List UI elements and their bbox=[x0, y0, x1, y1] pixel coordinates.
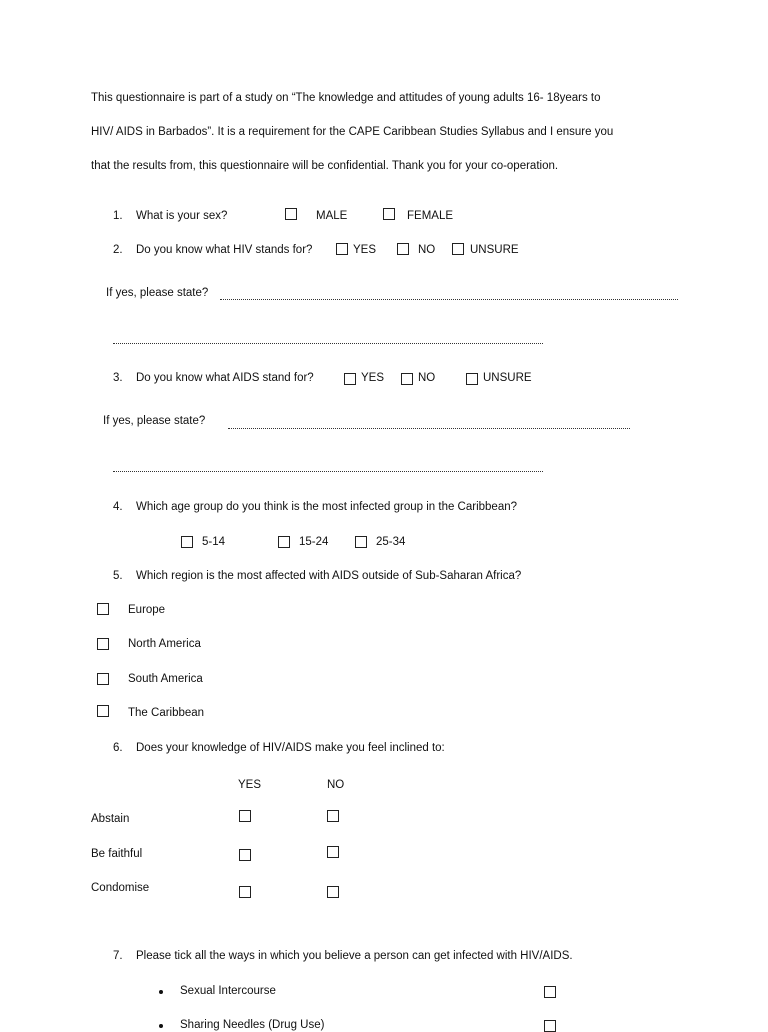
q2-unsure-label: UNSURE bbox=[470, 244, 519, 256]
q2-number: 2. bbox=[113, 244, 123, 256]
q1-female-label: FEMALE bbox=[407, 210, 454, 222]
q2-text: Do you know what HIV stands for? bbox=[136, 244, 313, 256]
q7-sexual-intercourse-checkbox[interactable] bbox=[544, 986, 556, 998]
q6-faithful-no-checkbox[interactable] bbox=[327, 846, 339, 858]
q2-yes-checkbox[interactable] bbox=[336, 243, 348, 255]
q7-sharing-needles-checkbox[interactable] bbox=[544, 1020, 556, 1032]
q3-yes-label: YES bbox=[361, 372, 385, 384]
bullet-icon bbox=[159, 990, 163, 994]
q5-south-america-checkbox[interactable] bbox=[97, 673, 109, 685]
q3-no-checkbox[interactable] bbox=[401, 373, 413, 385]
q2-yes-label: YES bbox=[353, 244, 377, 256]
q2-unsure-checkbox[interactable] bbox=[452, 243, 464, 255]
q6-row-label: Be faithful bbox=[91, 848, 143, 860]
q6-number: 6. bbox=[113, 742, 123, 754]
q7-item-label: Sharing Needles (Drug Use) bbox=[180, 1019, 325, 1031]
q2-answer-line-1[interactable] bbox=[220, 299, 678, 300]
q5-option-label: North America bbox=[128, 638, 201, 650]
q1-female-checkbox[interactable] bbox=[383, 208, 395, 220]
intro-line-2: HIV/ AIDS in Barbados”. It is a requirement for the CAPE Caribbean Studies Syllabus and I ensure you bbox=[91, 126, 614, 138]
q3-answer-line-1[interactable] bbox=[228, 428, 630, 429]
q2-answer-line-2[interactable] bbox=[113, 343, 543, 344]
q5-option-label: The Caribbean bbox=[128, 707, 205, 719]
q3-text: Do you know what AIDS stand for? bbox=[136, 372, 314, 384]
q4-age-15-24-label: 15-24 bbox=[299, 536, 329, 548]
q3-state-label: If yes, please state? bbox=[103, 415, 206, 427]
q7-text: Please tick all the ways in which you believe a person can get infected with HIV/AIDS. bbox=[136, 950, 573, 962]
q5-option-label: Europe bbox=[128, 604, 166, 616]
q4-age-25-34-checkbox[interactable] bbox=[355, 536, 367, 548]
q4-text: Which age group do you think is the most infected group in the Caribbean? bbox=[136, 501, 518, 513]
q1-number: 1. bbox=[113, 210, 123, 222]
bullet-icon bbox=[159, 1024, 163, 1028]
intro-line-3: that the results from, this questionnaire will be confidential. Thank you for your co-operation. bbox=[91, 160, 559, 172]
q7-number: 7. bbox=[113, 950, 123, 962]
q4-age-5-14-label: 5-14 bbox=[202, 536, 226, 548]
q5-north-america-checkbox[interactable] bbox=[97, 638, 109, 650]
q3-number: 3. bbox=[113, 372, 123, 384]
q3-unsure-checkbox[interactable] bbox=[466, 373, 478, 385]
q1-male-checkbox[interactable] bbox=[285, 208, 297, 220]
q5-text: Which region is the most affected with AIDS outside of Sub-Saharan Africa? bbox=[136, 570, 522, 582]
q5-number: 5. bbox=[113, 570, 123, 582]
q1-text: What is your sex? bbox=[136, 210, 228, 222]
q6-abstain-yes-checkbox[interactable] bbox=[239, 810, 251, 822]
q6-yes-header: YES bbox=[238, 779, 262, 791]
q6-faithful-yes-checkbox[interactable] bbox=[239, 849, 251, 861]
q6-text: Does your knowledge of HIV/AIDS make you feel inclined to: bbox=[136, 742, 445, 754]
q6-no-header: NO bbox=[327, 779, 345, 791]
q6-condomise-no-checkbox[interactable] bbox=[327, 886, 339, 898]
q7-item-label: Sexual Intercourse bbox=[180, 985, 276, 997]
q3-yes-checkbox[interactable] bbox=[344, 373, 356, 385]
q5-europe-checkbox[interactable] bbox=[97, 603, 109, 615]
q6-abstain-no-checkbox[interactable] bbox=[327, 810, 339, 822]
q4-age-25-34-label: 25-34 bbox=[376, 536, 406, 548]
q5-option-label: South America bbox=[128, 673, 203, 685]
q3-answer-line-2[interactable] bbox=[113, 471, 543, 472]
q6-row-label: Abstain bbox=[91, 813, 130, 825]
q3-no-label: NO bbox=[418, 372, 436, 384]
q4-number: 4. bbox=[113, 501, 123, 513]
q6-condomise-yes-checkbox[interactable] bbox=[239, 886, 251, 898]
q4-age-15-24-checkbox[interactable] bbox=[278, 536, 290, 548]
q1-male-label: MALE bbox=[316, 210, 348, 222]
q2-state-label: If yes, please state? bbox=[106, 287, 209, 299]
q2-no-label: NO bbox=[418, 244, 436, 256]
q4-age-5-14-checkbox[interactable] bbox=[181, 536, 193, 548]
q6-row-label: Condomise bbox=[91, 882, 150, 894]
q5-caribbean-checkbox[interactable] bbox=[97, 705, 109, 717]
q3-unsure-label: UNSURE bbox=[483, 372, 532, 384]
intro-line-1: This questionnaire is part of a study on “The knowledge and attitudes of young adults 16- 18years to bbox=[91, 92, 601, 104]
q2-no-checkbox[interactable] bbox=[397, 243, 409, 255]
